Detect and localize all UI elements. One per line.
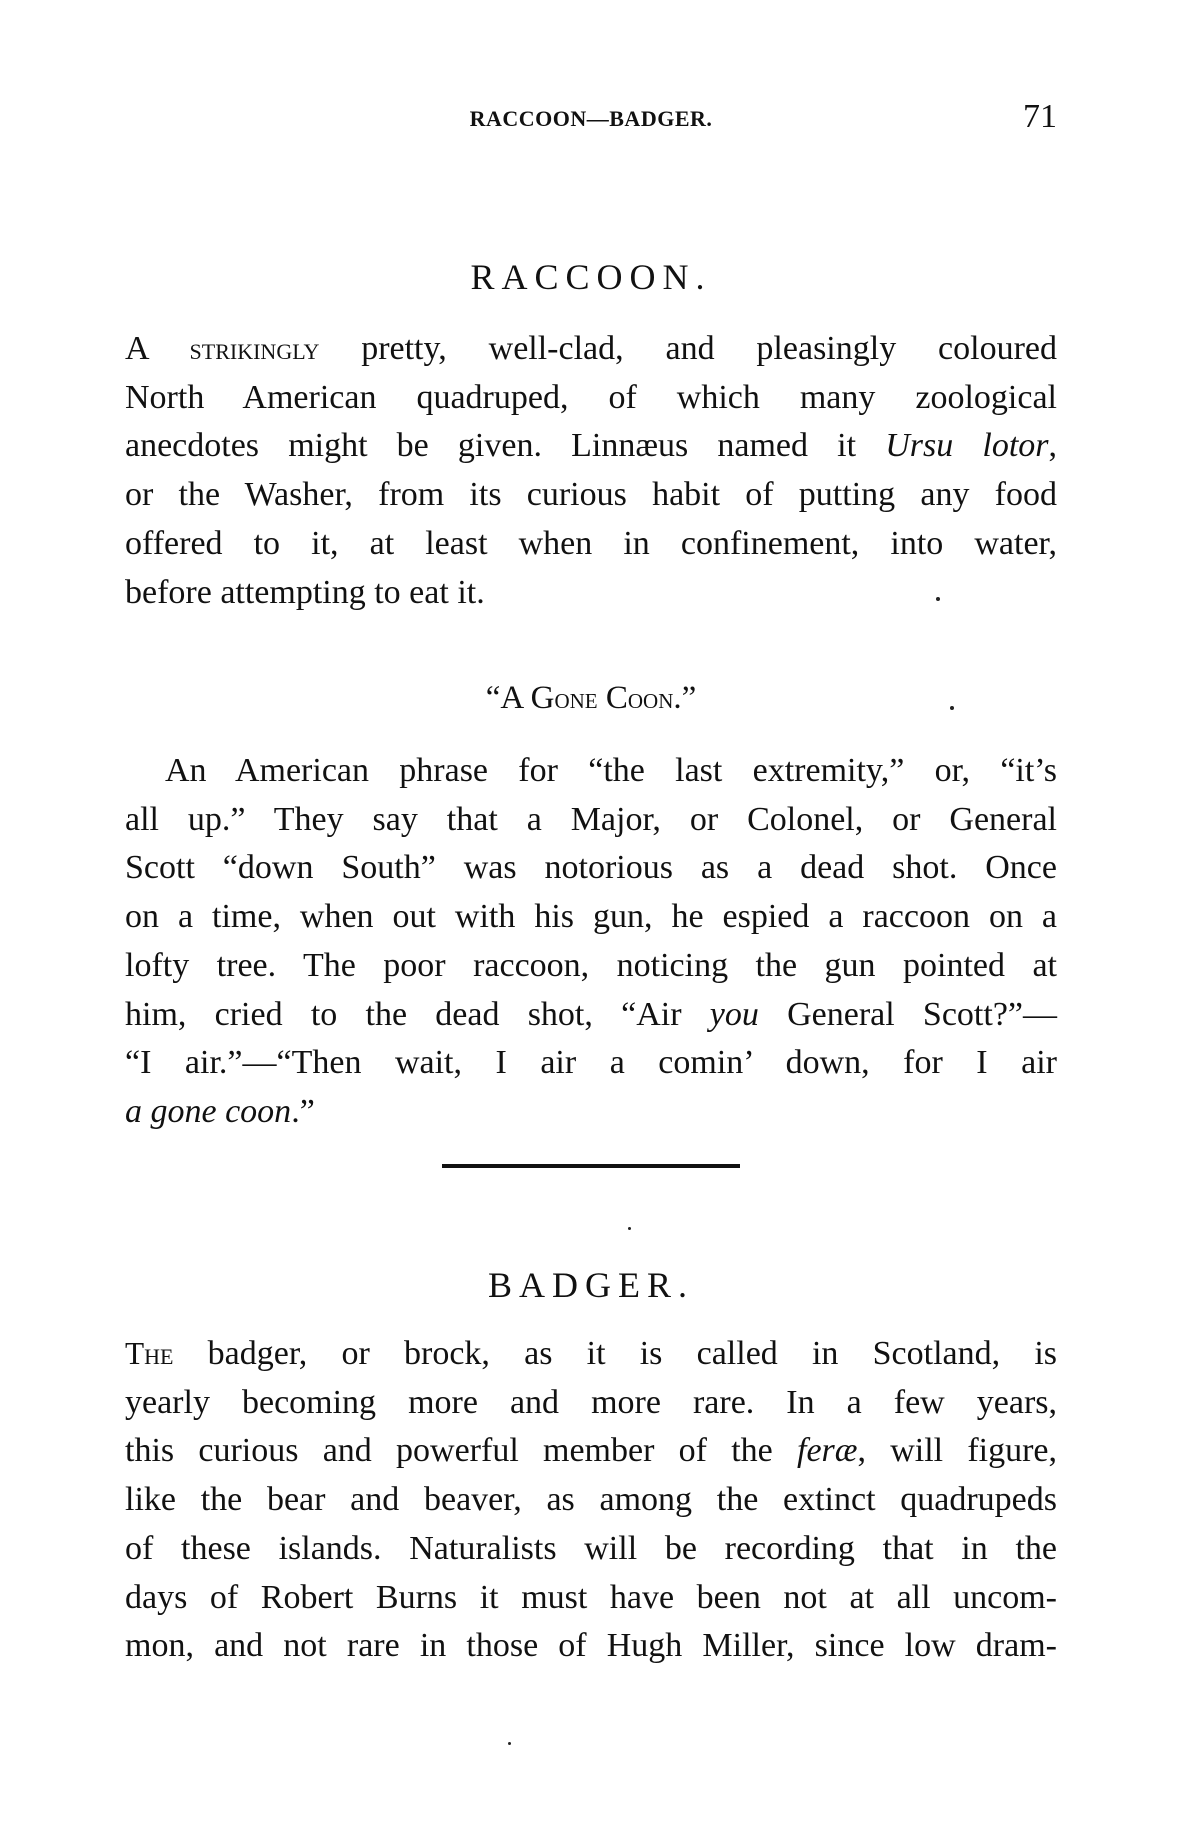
section-heading-raccoon: RACCOON. bbox=[470, 257, 712, 297]
text-line bbox=[125, 844, 1057, 893]
section-divider-rule bbox=[442, 1164, 740, 1168]
italic-text: a gone coon bbox=[125, 1092, 292, 1130]
running-title: RACCOON—BADGER. bbox=[469, 106, 713, 131]
paragraph-raccoon bbox=[125, 325, 1057, 617]
italic-text: you bbox=[709, 995, 759, 1033]
text-run: pretty, well-clad, and pleasingly coloured bbox=[319, 330, 1057, 367]
text-line bbox=[125, 569, 1057, 618]
text-line bbox=[125, 374, 1057, 423]
text-run: General Scott?”— bbox=[758, 995, 1058, 1033]
text-line bbox=[125, 1525, 1057, 1574]
text-run: this curious and powerful member of the bbox=[125, 1432, 797, 1470]
text-run: days of Robert Burns it must have been not at all uncom- bbox=[125, 1578, 1057, 1616]
page-number: 71 bbox=[1023, 98, 1057, 135]
text-run: anecdotes might be given. Linnæus named it bbox=[125, 427, 886, 465]
text-line bbox=[125, 422, 1057, 471]
text-run: mon, and not rare in those of Hugh Miller, since low dram- bbox=[125, 1627, 1057, 1665]
text-line bbox=[125, 747, 1057, 796]
text-run: North American quadruped, of which many zoological bbox=[125, 378, 1057, 416]
small-caps-text: one bbox=[554, 681, 598, 715]
text-line bbox=[125, 471, 1057, 520]
text-line bbox=[125, 1039, 1057, 1088]
text-run: him, cried to the dead shot, “Air bbox=[125, 995, 710, 1033]
italic-text: Ursu lotor bbox=[885, 427, 1049, 465]
text-line bbox=[125, 1088, 1057, 1137]
text-line bbox=[125, 1622, 1057, 1671]
print-speck bbox=[628, 1227, 631, 1230]
text-run: of these islands. Naturalists will be recording that in the bbox=[125, 1529, 1057, 1567]
small-caps-text: The bbox=[125, 1336, 174, 1371]
text-run: Scott “down South” was notorious as a dead shot. Once bbox=[125, 849, 1057, 887]
text-run: .” bbox=[291, 1092, 315, 1130]
subheading-gone-coon bbox=[125, 674, 1057, 722]
italic-text: feræ bbox=[797, 1432, 858, 1470]
print-speck bbox=[950, 706, 954, 710]
paragraph-gone-coon bbox=[125, 747, 1057, 1137]
text-line bbox=[125, 991, 1057, 1040]
text-run: badger, or brock, as it is called in Scotland, is bbox=[173, 1335, 1057, 1372]
text-line bbox=[125, 1379, 1057, 1428]
paragraph-badger bbox=[125, 1330, 1057, 1671]
text-line bbox=[125, 1476, 1057, 1525]
text-line bbox=[125, 1574, 1057, 1623]
text-run: lofty tree. The poor raccoon, noticing the gun pointed at bbox=[125, 946, 1057, 984]
small-caps-text: strikingly bbox=[189, 331, 320, 366]
text-line bbox=[125, 1330, 1057, 1379]
text-line bbox=[125, 325, 1057, 374]
section-heading-badger: BADGER. bbox=[487, 1265, 694, 1305]
text-run: “I air.”—“Then wait, I air a comin’ down, for I air bbox=[125, 1044, 1057, 1082]
text-run: before attempting to eat it. bbox=[125, 573, 485, 611]
text-run: , will figure, bbox=[857, 1432, 1058, 1470]
text-run: offered to it, at least when in confinement, into water, bbox=[125, 524, 1057, 562]
text-run: “A G bbox=[485, 680, 555, 716]
text-line bbox=[125, 942, 1057, 991]
text-run: C bbox=[597, 680, 628, 716]
text-run: yearly becoming more and more rare. In a few years, bbox=[125, 1383, 1057, 1421]
text-run: A bbox=[125, 330, 190, 367]
print-speck bbox=[508, 1742, 511, 1745]
text-line bbox=[125, 520, 1057, 569]
text-run: on a time, when out with his gun, he espied a raccoon on a bbox=[125, 898, 1057, 936]
print-speck bbox=[936, 597, 940, 601]
text-run: , bbox=[1048, 427, 1058, 465]
text-run: like the bear and beaver, as among the extinct quadrupeds bbox=[125, 1481, 1057, 1519]
text-run: or the Washer, from its curious habit of putting any food bbox=[125, 476, 1057, 514]
text-line bbox=[125, 893, 1057, 942]
text-run: all up.” They say that a Major, or Colonel, or General bbox=[125, 800, 1057, 838]
running-head bbox=[125, 98, 1057, 138]
text-line bbox=[125, 796, 1057, 845]
text-line bbox=[125, 1427, 1057, 1476]
text-run: .” bbox=[673, 680, 697, 716]
small-caps-text: oon bbox=[627, 681, 674, 715]
text-run: An American phrase for “the last extremity,” or, “it’s bbox=[165, 752, 1057, 789]
